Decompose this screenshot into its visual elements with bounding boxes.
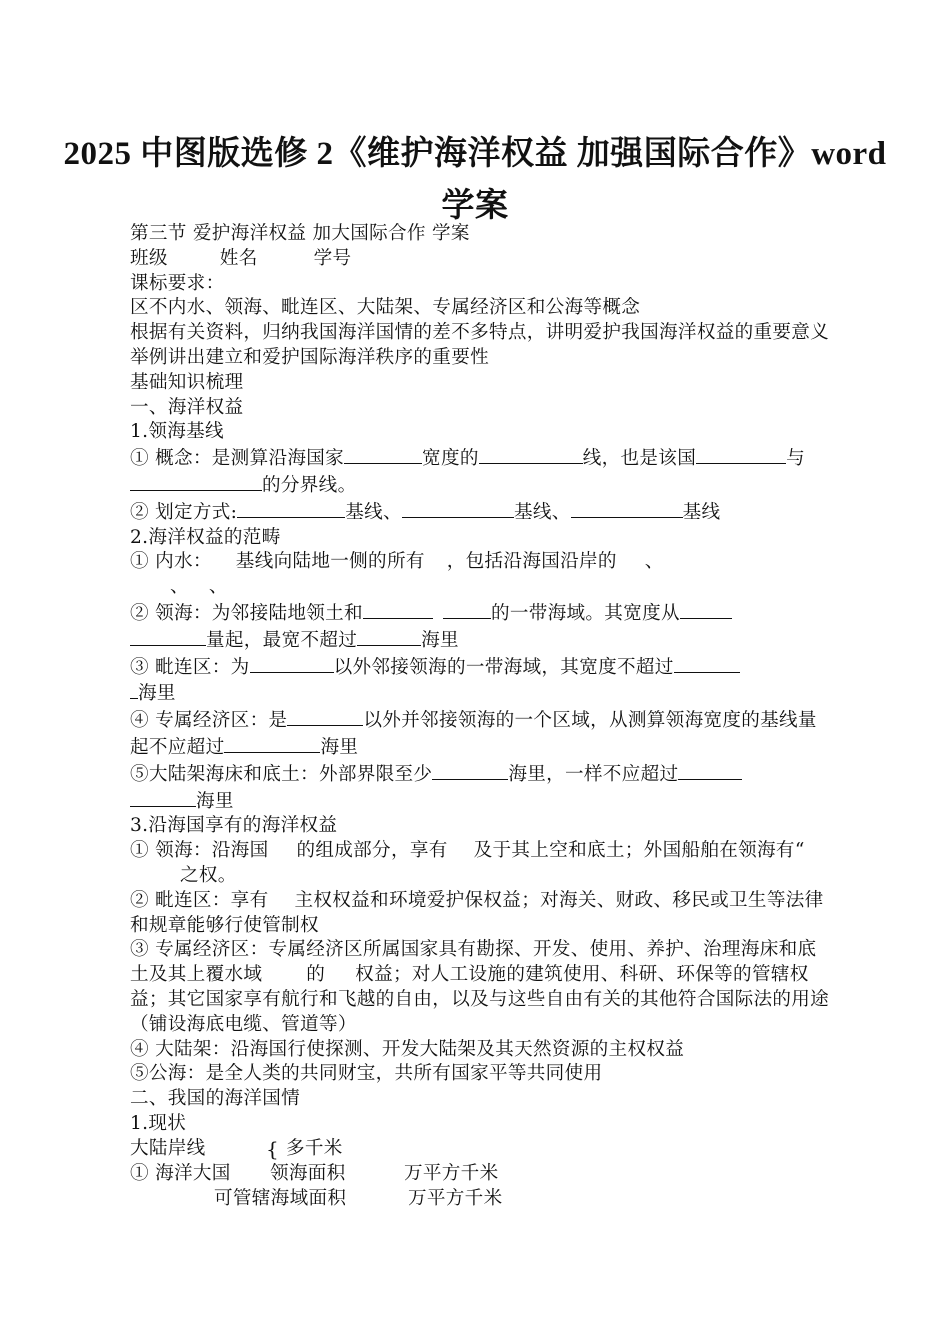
student-info-line <box>116 247 832 272</box>
text-span: 海里 <box>320 736 359 758</box>
text-span: 及于其上空和底土；外国船舶在领海有“ <box>473 840 805 862</box>
class-label: 班级 <box>130 247 168 269</box>
text-span: 的 <box>306 964 326 986</box>
text-span: 权益；对人工设施的建筑使用、科研、环保等的管辖权益；其它国家享有航行和飞越的自由，以及与这些自由有关的其他符合国际法的用途（铺设海底电缆、管道等） <box>130 964 830 1035</box>
blank <box>680 600 732 619</box>
text-span: 宽度的 <box>422 448 479 470</box>
blank <box>344 445 422 464</box>
coastline-label: 大陆岸线 <box>130 1137 206 1159</box>
blank <box>696 445 786 464</box>
ocean-power-label: ① 海洋大国 <box>130 1162 231 1184</box>
status-heading: 1.现状 <box>130 1112 187 1134</box>
territorial-area-unit: 万平方千米 <box>404 1162 499 1184</box>
blank <box>432 761 508 780</box>
blank <box>357 627 421 646</box>
rights-contiguous-zone <box>116 889 832 939</box>
text-span: ③ 毗连区：为 <box>130 656 250 678</box>
text-span: ③ 专属经济区：专属经济区所属国家具有勘探、开发、使用、养护、治理海床和底土及其上覆水域 <box>130 939 817 986</box>
subsection-3-heading: 3.沿海国享有的海洋权益 <box>130 815 338 837</box>
requirement-3: 举例讲出建立和爱护国际海洋秩序的重要性 <box>130 346 489 368</box>
subsection-1-heading: 1.领海基线 <box>130 421 224 443</box>
blank <box>479 445 583 464</box>
text-span: 、 <box>644 551 664 573</box>
basics-heading: 基础知识梳理 <box>130 371 244 393</box>
text-span: ，包括沿海国沿岸的 <box>446 551 617 573</box>
text-span: 的一带海域。其宽度从 <box>490 602 680 624</box>
blank <box>130 472 262 491</box>
text-span: 线，也是该国 <box>582 448 697 470</box>
document-body <box>116 222 832 1212</box>
blank <box>443 600 491 619</box>
text-span: 基线向陆地一侧的所有 <box>235 551 425 573</box>
text-span: 以外并邻接领海的一个区域，从测算领海宽度的基线量起不应超过 <box>130 710 817 758</box>
text-span: 基线 <box>682 501 721 523</box>
text-span: 海里 <box>196 790 234 812</box>
ocean-stats-block <box>130 1137 832 1212</box>
text-span: 基线、 <box>345 501 402 523</box>
jurisdiction-area-unit: 万平方千米 <box>408 1187 503 1209</box>
internal-waters <box>116 550 832 600</box>
rights-territorial-sea <box>116 839 832 889</box>
part-1-heading: 一、海洋权益 <box>130 396 244 418</box>
blank <box>237 499 345 518</box>
requirements-heading: 课标要求： <box>130 272 225 294</box>
text-span: ⑤大陆架海床和底土：外部界限至少 <box>130 763 433 785</box>
territorial-sea <box>116 600 832 654</box>
text-span: ② 划定方式: <box>130 501 238 523</box>
blank <box>363 600 433 619</box>
continental-shelf <box>116 761 832 815</box>
brace-icon: { <box>266 1136 280 1161</box>
part-2-heading: 二、我国的海洋国情 <box>130 1088 301 1110</box>
blank <box>130 680 138 699</box>
coastline-unit: 多千米 <box>286 1137 343 1159</box>
blank <box>402 499 514 518</box>
blank <box>287 707 363 726</box>
section-heading: 第三节 爱护海洋权益 加大国际合作 学案 <box>130 223 470 244</box>
text-span: 以外邻接领海的一带海域，其宽度不超过 <box>333 656 674 678</box>
exclusive-economic-zone <box>116 707 832 761</box>
text-span: ② 毗连区：享有 <box>130 889 269 911</box>
requirement-1: 区不内水、领海、毗连区、大陆架、专属经济区和公海等概念 <box>130 297 641 319</box>
jurisdiction-area-label: 可管辖海域面积 <box>214 1187 347 1209</box>
blank <box>224 734 320 753</box>
text-span: 海里 <box>421 629 459 651</box>
text-span: 海里，一样不应超过 <box>508 763 679 785</box>
contiguous-zone <box>116 654 832 708</box>
rights-high-seas: ⑤公海：是全人类的共同财宝，共所有国家平等共同使用 <box>130 1063 603 1085</box>
text-span: ④ 专属经济区：是 <box>130 710 288 732</box>
text-span: ① 内水： <box>130 551 212 573</box>
text-span: 量起，最宽不超过 <box>206 629 358 651</box>
text-span: 基线、 <box>513 501 571 523</box>
text-span: 的分界线。 <box>262 474 357 496</box>
blank <box>678 761 742 780</box>
requirement-2: 根据有关资料，归纳我国海洋国情的差不多特点，讲明爱护我国海洋权益的重要意义 <box>130 322 830 344</box>
text-span: 、 <box>208 576 228 598</box>
rights-continental-shelf: ④ 大陆架：沿海国行使探测、开发大陆架及其天然资源的主权权益 <box>130 1038 685 1060</box>
blank <box>130 788 196 807</box>
baseline-method <box>116 499 832 526</box>
blank <box>571 499 683 518</box>
blank <box>130 627 206 646</box>
text-span: ② 领海：为邻接陆地领土和 <box>130 602 363 624</box>
document-title: 2025 中图版选修 2《维护海洋权益 加强国际合作》word 学案 <box>63 136 887 224</box>
text-span: 的组成部分，享有 <box>296 840 448 862</box>
territorial-area-label: 领海面积 <box>270 1162 346 1184</box>
subsection-2-heading: 2.海洋权益的范畴 <box>130 526 281 548</box>
text-span: 主权权益和环境爱护保权益；对海关、财政、移民或卫生等法律和规章能够行使管制权 <box>130 889 824 936</box>
text-span: 之权。 <box>180 864 237 886</box>
text-span: 、 <box>170 576 189 598</box>
id-label: 学号 <box>313 247 352 269</box>
blank <box>250 654 334 673</box>
baseline-concept <box>116 445 832 499</box>
blank <box>674 654 740 673</box>
name-label: 姓名 <box>219 247 258 269</box>
rights-eez <box>116 938 832 1037</box>
text-span: ① 领海：沿海国 <box>130 840 269 862</box>
text-span: 海里 <box>138 683 176 705</box>
text-span: ① 概念：是测算沿海国家 <box>130 448 345 470</box>
text-span: 与 <box>786 448 806 470</box>
